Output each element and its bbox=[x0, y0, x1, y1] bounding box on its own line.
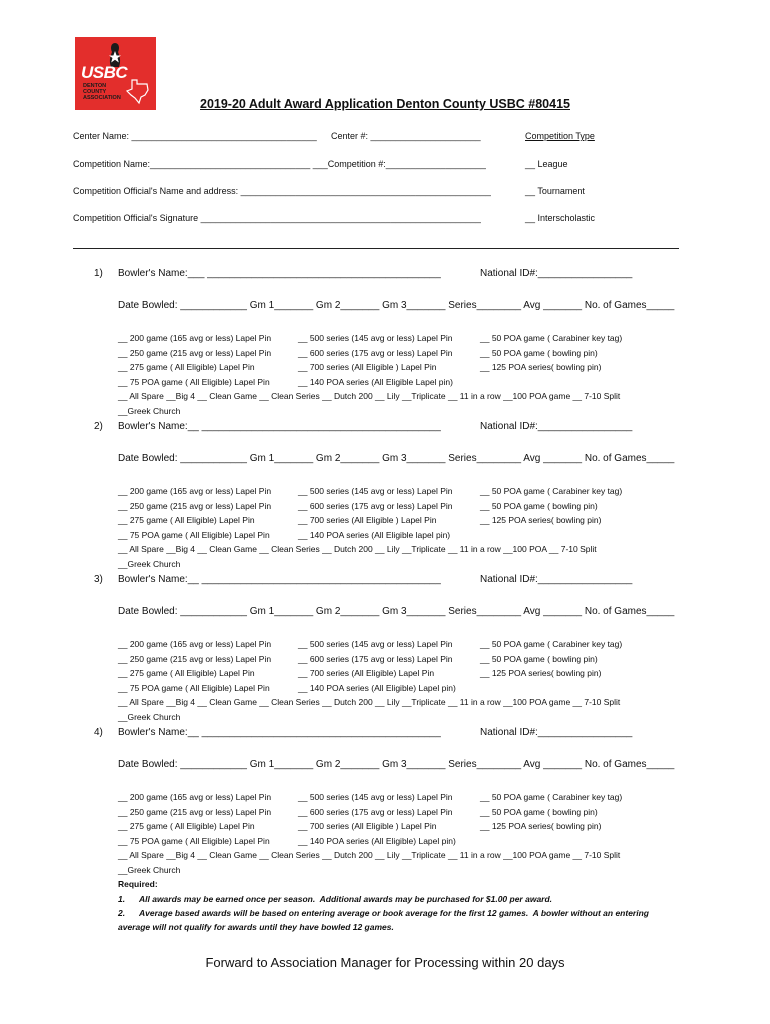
competition-type-league[interactable]: __ League bbox=[525, 159, 568, 169]
center-number-field[interactable]: Center #: ______________________ bbox=[331, 131, 481, 141]
award-option[interactable]: __ 125 POA series( bowling pin) bbox=[480, 515, 602, 525]
bowler-number: 1) bbox=[94, 268, 103, 279]
center-name-field[interactable]: Center Name: _____________________________________ bbox=[73, 131, 317, 141]
bowler-name-field[interactable]: Bowler's Name:__ ___________________________________________ bbox=[118, 727, 441, 738]
bowler-number: 2) bbox=[94, 421, 103, 432]
special-awards-line[interactable]: __ All Spare __Big 4 __ Clean Game __ Clean Series __ Dutch 200 __ Lily __Triplicate __ 11 in a row __100 POA __ 7-10 Split bbox=[118, 544, 597, 554]
required-item-1-number: 1. bbox=[118, 894, 126, 904]
award-option[interactable]: __ 250 game (215 avg or less) Lapel Pin bbox=[118, 806, 272, 817]
award-option[interactable]: __ 275 game ( All Eligible) Lapel Pin bbox=[118, 362, 255, 372]
section-divider bbox=[73, 248, 679, 249]
greek-church-option[interactable]: __Greek Church bbox=[118, 711, 181, 722]
award-option[interactable]: __ 200 game (165 avg or less) Lapel Pin bbox=[118, 486, 272, 496]
special-awards-line[interactable]: __ All Spare __Big 4 __ Clean Game __ Clean Series __ Dutch 200 __ Lily __Triplicate __ 11 in a row __100 POA game __ 7-10 Split bbox=[118, 391, 621, 401]
bowler-name-field[interactable]: Bowler's Name:___ __________________________________________ bbox=[118, 268, 441, 279]
logo-org-line-1: DENTON bbox=[83, 83, 107, 89]
date-bowled-line[interactable]: Date Bowled: ____________ Gm 1_______ Gm 2_______ Gm 3_______ Series________ Avg _______ No. of Games_____ bbox=[118, 300, 675, 311]
award-option[interactable]: __ 500 series (145 avg or less) Lapel Pin bbox=[298, 639, 453, 649]
required-item-2-continuation: average will not qualify for awards until they have bowled 12 games. bbox=[118, 922, 394, 932]
award-option[interactable]: __ 600 series (175 avg or less) Lapel Pin bbox=[298, 347, 453, 358]
award-option[interactable]: __ 125 POA series( bowling pin) bbox=[480, 668, 602, 678]
award-option[interactable]: __ 500 series (145 avg or less) Lapel Pin bbox=[298, 486, 453, 496]
logo-org-line-2: COUNTY bbox=[83, 89, 107, 95]
national-id-field[interactable]: National ID#:_________________ bbox=[480, 574, 633, 585]
required-item-2-number: 2. bbox=[118, 908, 126, 918]
award-option[interactable]: __ 250 game (215 avg or less) Lapel Pin bbox=[118, 500, 272, 511]
award-option[interactable]: __ 275 game ( All Eligible) Lapel Pin bbox=[118, 668, 255, 678]
award-option[interactable]: __ 50 POA game ( Carabiner key tag) bbox=[480, 486, 623, 496]
special-awards-line[interactable]: __ All Spare __Big 4 __ Clean Game __ Clean Series __ Dutch 200 __ Lily __Triplicate __ 11 in a row __100 POA game __ 7-10 Split bbox=[118, 697, 621, 707]
award-option[interactable]: __ 275 game ( All Eligible) Lapel Pin bbox=[118, 821, 255, 831]
greek-church-option[interactable]: __Greek Church bbox=[118, 864, 181, 875]
competition-type-tournament[interactable]: __ Tournament bbox=[525, 186, 585, 196]
award-option[interactable]: __ 50 POA game ( Carabiner key tag) bbox=[480, 639, 623, 649]
award-option[interactable]: __ 200 game (165 avg or less) Lapel Pin bbox=[118, 792, 272, 802]
award-option[interactable]: __ 50 POA game ( bowling pin) bbox=[480, 806, 598, 817]
award-option[interactable]: __ 140 POA series (All Eligible lapel pin) bbox=[298, 529, 451, 540]
award-option[interactable]: __ 200 game (165 avg or less) Lapel Pin bbox=[118, 333, 272, 343]
award-option[interactable]: __ 700 series (All Eligible ) Lapel Pin bbox=[298, 821, 437, 831]
national-id-field[interactable]: National ID#:_________________ bbox=[480, 727, 633, 738]
national-id-field[interactable]: National ID#:_________________ bbox=[480, 421, 633, 432]
award-option[interactable]: __ 140 POA series (All Eligible) Lapel pin) bbox=[298, 682, 456, 693]
greek-church-option[interactable]: __Greek Church bbox=[118, 558, 181, 569]
award-option[interactable]: __ 50 POA game ( bowling pin) bbox=[480, 347, 598, 358]
award-option[interactable]: __ 75 POA game ( All Eligible) Lapel Pin bbox=[118, 376, 270, 387]
award-option[interactable]: __ 275 game ( All Eligible) Lapel Pin bbox=[118, 515, 255, 525]
logo-org-line-3: ASSOCIATION bbox=[83, 95, 121, 101]
logo-brand: USBC bbox=[81, 63, 128, 82]
required-label: Required: bbox=[118, 879, 158, 889]
national-id-field[interactable]: National ID#:_________________ bbox=[480, 268, 633, 279]
award-option[interactable]: __ 700 series (All Eligible ) Lapel Pin bbox=[298, 515, 437, 525]
award-option[interactable]: __ 50 POA game ( bowling pin) bbox=[480, 653, 598, 664]
competition-name-field[interactable]: Competition Name:________________________________ ___Competition #:____________________ bbox=[73, 159, 486, 169]
award-option[interactable]: __ 140 POA series (All Eligible) Lapel pin) bbox=[298, 835, 456, 846]
date-bowled-line[interactable]: Date Bowled: ____________ Gm 1_______ Gm 2_______ Gm 3_______ Series________ Avg _______ No. of Games_____ bbox=[118, 606, 675, 617]
required-item-2-text: Average based awards will be based on entering average or book average for the first 12 games. A bowler without an entering bbox=[139, 908, 649, 918]
award-option[interactable]: __ 140 POA series (All Eligible Lapel pin) bbox=[298, 376, 453, 387]
date-bowled-line[interactable]: Date Bowled: ____________ Gm 1_______ Gm 2_______ Gm 3_______ Series________ Avg _______ No. of Games_____ bbox=[118, 759, 675, 770]
award-option[interactable]: __ 600 series (175 avg or less) Lapel Pin bbox=[298, 806, 453, 817]
official-name-field[interactable]: Competition Official's Name and address: __________________________________________________ bbox=[73, 186, 491, 196]
bowler-name-field[interactable]: Bowler's Name:__ ___________________________________________ bbox=[118, 574, 441, 585]
date-bowled-line[interactable]: Date Bowled: ____________ Gm 1_______ Gm 2_______ Gm 3_______ Series________ Avg _______ No. of Games_____ bbox=[118, 453, 675, 464]
award-option[interactable]: __ 600 series (175 avg or less) Lapel Pin bbox=[298, 500, 453, 511]
award-option[interactable]: __ 50 POA game ( bowling pin) bbox=[480, 500, 598, 511]
required-item-1-text: All awards may be earned once per season. Additional awards may be purchased for $1.00 per award. bbox=[139, 894, 553, 904]
award-option[interactable]: __ 250 game (215 avg or less) Lapel Pin bbox=[118, 653, 272, 664]
award-option[interactable]: __ 500 series (145 avg or less) Lapel Pin bbox=[298, 792, 453, 802]
award-option[interactable]: __ 125 POA series( bowling pin) bbox=[480, 821, 602, 831]
award-option[interactable]: __ 75 POA game ( All Eligible) Lapel Pin bbox=[118, 682, 270, 693]
special-awards-line[interactable]: __ All Spare __Big 4 __ Clean Game __ Clean Series __ Dutch 200 __ Lily __Triplicate __ 11 in a row __100 POA game __ 7-10 Split bbox=[118, 850, 621, 860]
award-option[interactable]: __ 700 series (All Eligible) Lapel Pin bbox=[298, 668, 435, 678]
award-option[interactable]: __ 75 POA game ( All Eligible) Lapel Pin bbox=[118, 529, 270, 540]
award-option[interactable]: __ 500 series (145 avg or less) Lapel Pin bbox=[298, 333, 453, 343]
award-option[interactable]: __ 200 game (165 avg or less) Lapel Pin bbox=[118, 639, 272, 649]
award-option[interactable]: __ 50 POA game ( Carabiner key tag) bbox=[480, 333, 623, 343]
award-option[interactable]: __ 250 game (215 avg or less) Lapel Pin bbox=[118, 347, 272, 358]
award-option[interactable]: __ 50 POA game ( Carabiner key tag) bbox=[480, 792, 623, 802]
bowler-number: 3) bbox=[94, 574, 103, 585]
greek-church-option[interactable]: __Greek Church bbox=[118, 405, 181, 416]
award-option[interactable]: __ 75 POA game ( All Eligible) Lapel Pin bbox=[118, 835, 270, 846]
forwarding-instruction: Forward to Association Manager for Processing within 20 days bbox=[205, 955, 565, 970]
competition-type-interscholastic[interactable]: __ Interscholastic bbox=[525, 213, 596, 223]
bowler-number: 4) bbox=[94, 727, 103, 738]
form-title: 2019-20 Adult Award Application Denton County USBC #80415 bbox=[200, 97, 570, 111]
official-signature-field[interactable]: Competition Official's Signature ________________________________________________________ bbox=[73, 213, 481, 223]
bowler-name-field[interactable]: Bowler's Name:__ ___________________________________________ bbox=[118, 421, 441, 432]
competition-type-label: Competition Type bbox=[525, 131, 595, 141]
award-option[interactable]: __ 600 series (175 avg or less) Lapel Pin bbox=[298, 653, 453, 664]
award-option[interactable]: __ 125 POA series( bowling pin) bbox=[480, 362, 602, 372]
award-option[interactable]: __ 700 series (All Eligible ) Lapel Pin bbox=[298, 362, 437, 372]
